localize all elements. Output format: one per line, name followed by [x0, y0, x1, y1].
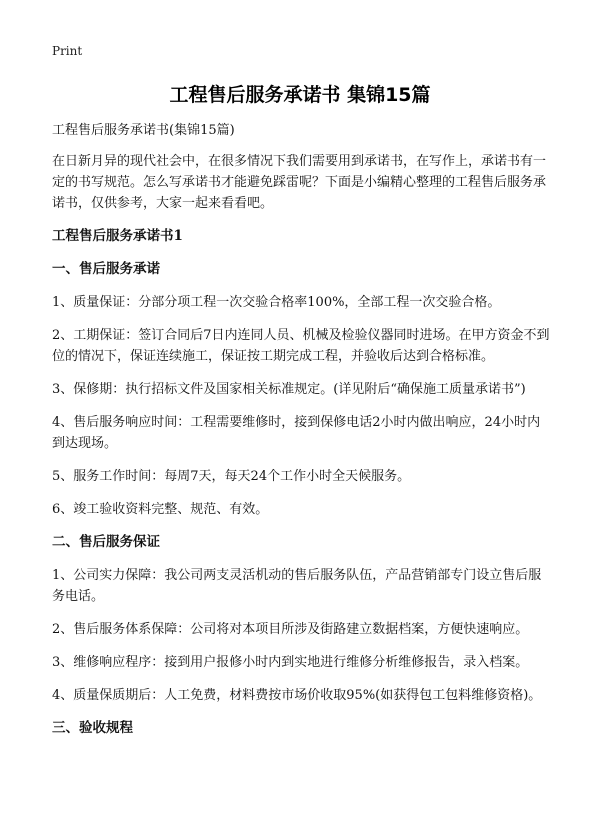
list-item: 4、质量保质期后：人工免费，材料费按市场价收取95%(如获得包工包料维修资格)。: [52, 688, 542, 703]
article-heading: 工程售后服务承诺书1: [52, 228, 183, 244]
section-heading-2: 二、售后服务保证: [52, 534, 160, 550]
section-heading-3: 三、验收规程: [52, 720, 133, 736]
list-item: 1、公司实力保障：我公司两支灵活机动的售后服务队伍，产品营销部专门设立售后服务电话。: [52, 568, 542, 604]
intro-paragraph: 在日新月异的现代社会中，在很多情况下我们需要用到承诺书，在写作上，承诺书有一定的书写规范。怎么写承诺书才能避免踩雷呢？下面是小编精心整理的工程售后服务承诺书，仅供参考，大家一起来看看吧。: [52, 154, 547, 211]
list-item: 4、售后服务响应时间：工程需要维修时，接到保修电话2小时内做出响应，24小时内到达现场。: [52, 415, 541, 451]
list-item: 5、服务工作时间：每周7天，每天24个工作小时全天候服务。: [52, 469, 411, 484]
document-body: [52, 120, 552, 751]
list-item: 2、售后服务体系保障：公司将对本项目所涉及街路建立数据档案，方便快速响应。: [52, 622, 529, 637]
list-item: 3、保修期：执行招标文件及国家相关标准规定。(详见附后“确保施工质量承诺书”): [52, 382, 526, 397]
document-subtitle: 工程售后服务承诺书(集锦15篇): [52, 123, 235, 138]
page-title: 工程售后服务承诺书 集锦15篇: [169, 84, 431, 106]
list-item: 2、工期保证：签订合同后7日内连同人员、机械及检验仪器同时进场。在甲方资金不到位的情况下，保证连续施工，保证按工期完成工程，并验收后达到合格标准。: [52, 328, 550, 364]
section-heading-1: 一、售后服务承诺: [52, 261, 160, 277]
list-item: 1、质量保证：分部分项工程一次交验合格率100%，全部工程一次交验合格。: [52, 295, 501, 310]
print-link[interactable]: Print: [52, 44, 83, 58]
list-item: 6、竣工验收资料完整、规范、有效。: [52, 502, 269, 517]
list-item: 3、维修响应程序：接到用户报修小时内到实地进行维修分析维修报告，录入档案。: [52, 655, 529, 670]
